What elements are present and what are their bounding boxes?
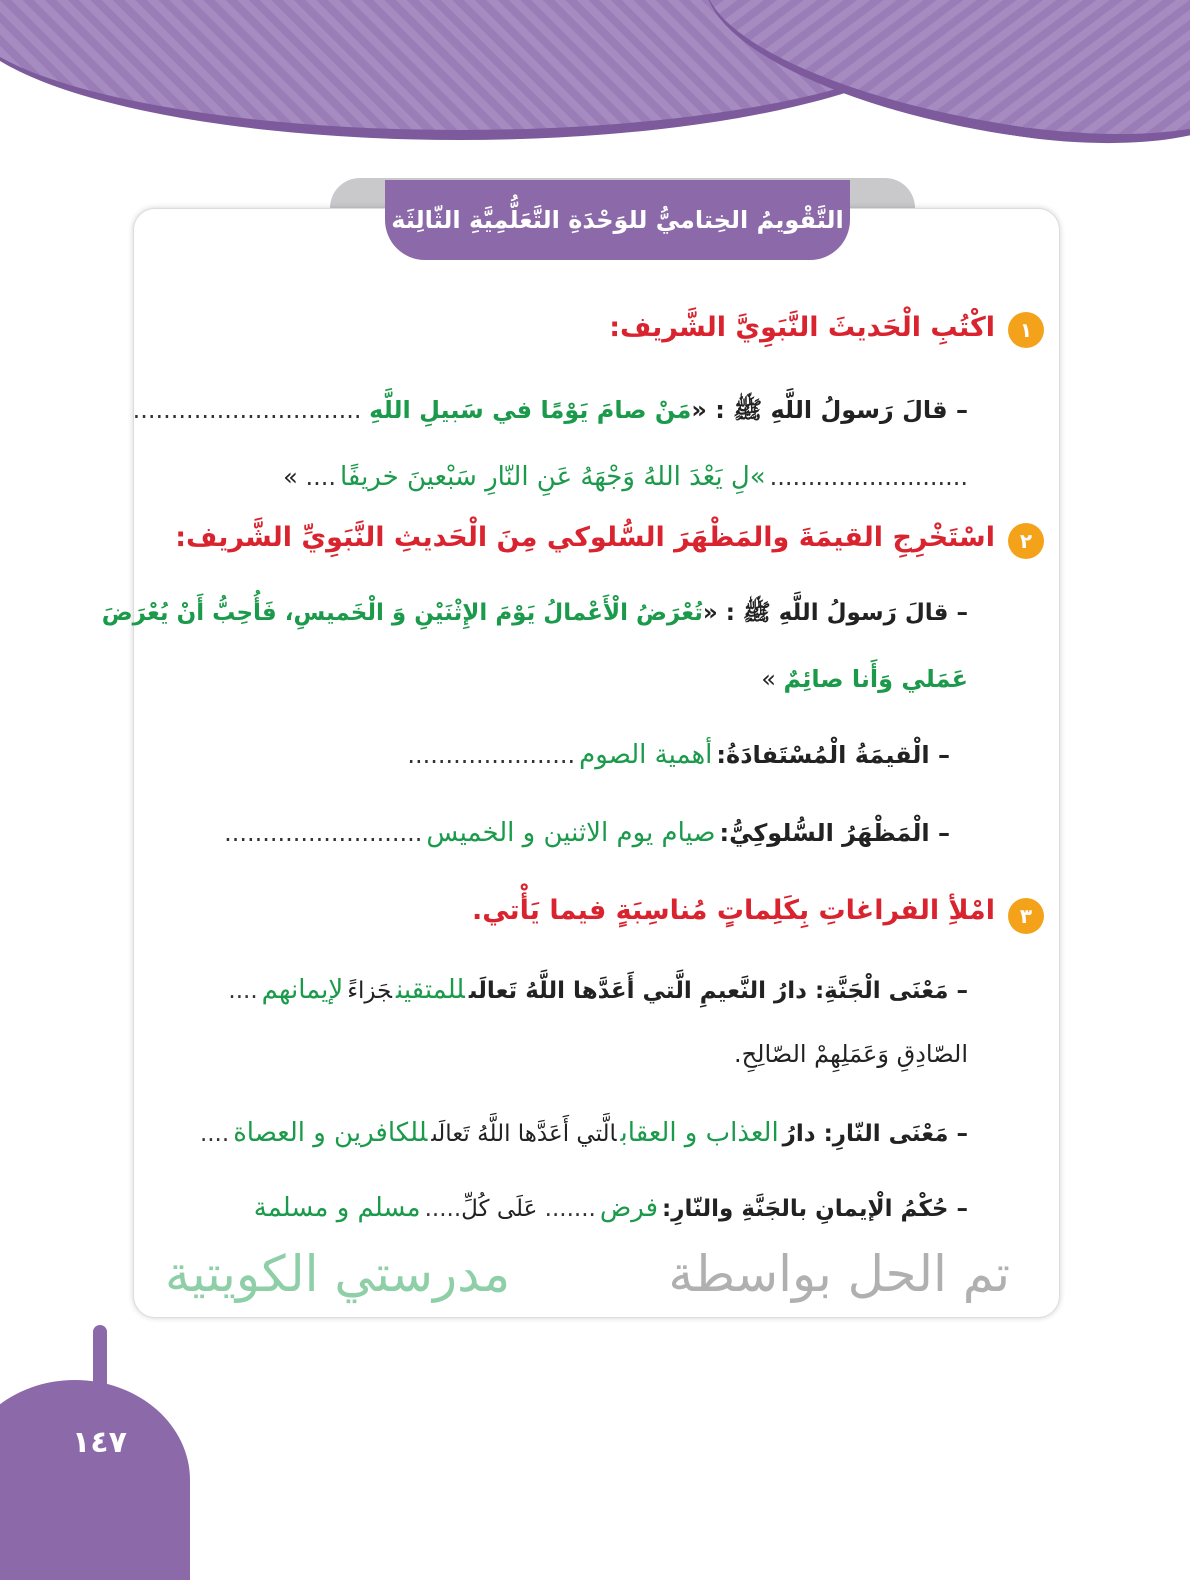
value-answer: أهمية الصوم: [579, 740, 713, 770]
q2-value-line: [407, 740, 950, 770]
paradise-line: [228, 975, 968, 1005]
fill-dots: .....: [424, 1196, 462, 1222]
q1-prefix: – قالَ رَسولُ اللَّهِ ﷺ : «: [691, 396, 968, 424]
behavior-answer: صيام يوم الاثنين و الخميس: [426, 818, 716, 848]
question-3-heading: امْلأِ الفراغاتِ بِكَلِماتٍ مُناسِبَةٍ فيما يَأْتي.: [471, 895, 995, 926]
q2-behavior-line: [224, 818, 950, 848]
fill-dots: ......................: [407, 741, 576, 769]
fill-dots: ....: [228, 978, 258, 1004]
ruling-answer-1: فرض: [599, 1193, 659, 1223]
fill-dots: ..............................: [132, 396, 362, 424]
paradise-answer-1: للمتقين: [395, 975, 465, 1005]
paradise-line-2: الصّادِقِ وَعَمَلِهِمْ الصّالِحِ.: [734, 1040, 968, 1068]
question-1-heading: اكْتُبِ الْحَديثَ النَّبَوِيَّ الشَّريف:: [609, 312, 995, 343]
question-2-heading: اسْتَخْرِجِ القيمَةَ والمَظْهَرَ السُّلوكي مِنَ الْحَديثِ النَّبَوِيِّ الشَّريف:: [175, 522, 995, 553]
fill-dots: ..........................: [769, 463, 968, 491]
q1-quote: مَنْ صامَ يَوْمًا في سَبيلِ اللَّهِ: [369, 396, 692, 424]
fill-dots: ....: [199, 1121, 230, 1147]
watermark-line-1: تم الحل بواسطة: [668, 1245, 1010, 1303]
fire-answer-1: العذاب و العقاب: [620, 1118, 779, 1148]
q2-prefix: – قالَ رَسولُ اللَّهِ ﷺ : «: [702, 600, 968, 626]
q2-hadith-line-2: [761, 665, 968, 693]
fire-text-2: الَّتي أَعَدَّها اللَّهُ تَعالَى: [431, 1121, 617, 1147]
question-number-2: ٢: [1008, 523, 1044, 559]
fill-dots: ....: [305, 463, 336, 491]
ruling-answer-2: مسلم و مسلمة: [253, 1193, 421, 1223]
page-number: ١٤٧: [72, 1425, 127, 1460]
ruling-text-2: عَلَى كُلِّ: [461, 1196, 538, 1222]
q1-hadith-line: [133, 395, 968, 430]
fill-dots: .......: [544, 1196, 596, 1222]
value-label: – الْقيمَةُ الْمُسْتَفادَةُ:: [716, 741, 950, 769]
fill-dots: ..........................: [224, 819, 423, 847]
q2-hadith-line: [102, 598, 968, 632]
question-number-3: ٣: [1008, 898, 1044, 934]
q1-answer: »لِ يَعْدَ اللهُ وَجْهَهُ عَنِ النّارِ سَبْعينَ خريفًا: [340, 462, 766, 492]
watermark-line-2: مدرستي الكويتية: [165, 1245, 511, 1303]
ruling-line: [250, 1193, 968, 1223]
question-number-1: ١: [1008, 312, 1044, 348]
q1-closing: »: [283, 463, 298, 491]
paradise-answer-2: لإيمانهم: [261, 975, 344, 1005]
q1-answer-line: [283, 462, 968, 492]
paradise-text: – مَعْنَى الْجَنَّةِ: دارُ النَّعيمِ الَّتي أَعَدَّها اللَّهُ تَعالَى: [468, 978, 968, 1004]
paradise-text-2: جَزاءً: [347, 978, 392, 1004]
q2-closing: »: [761, 665, 776, 693]
q2-quote-2: عَمَلي وَأَنا صائِمٌ: [783, 665, 968, 693]
fire-text: – مَعْنَى النّارِ: دارُ: [782, 1121, 968, 1147]
page-title: التَّقْويمُ الخِتاميُّ للوَحْدَةِ التَّعَلُّمِيَّةِ الثّالِثَة: [385, 180, 850, 260]
fire-answer-2: للكافرين و العصاة: [233, 1118, 428, 1148]
fire-line: [200, 1118, 968, 1148]
ruling-text: – حُكْمُ الْإيمانِ بالجَنَّةِ والنّارِ:: [662, 1196, 968, 1222]
q2-quote: تُعْرَضُ الْأَعْمالُ يَوْمَ الإِثْنَيْنِ وَ الْخَميسِ، فَأُحِبُّ أَنْ يُعْرَضَ: [101, 600, 703, 626]
behavior-label: – الْمَظْهَرُ السُّلوكِيُّ:: [719, 819, 950, 847]
mosque-decoration: [0, 1380, 190, 1580]
